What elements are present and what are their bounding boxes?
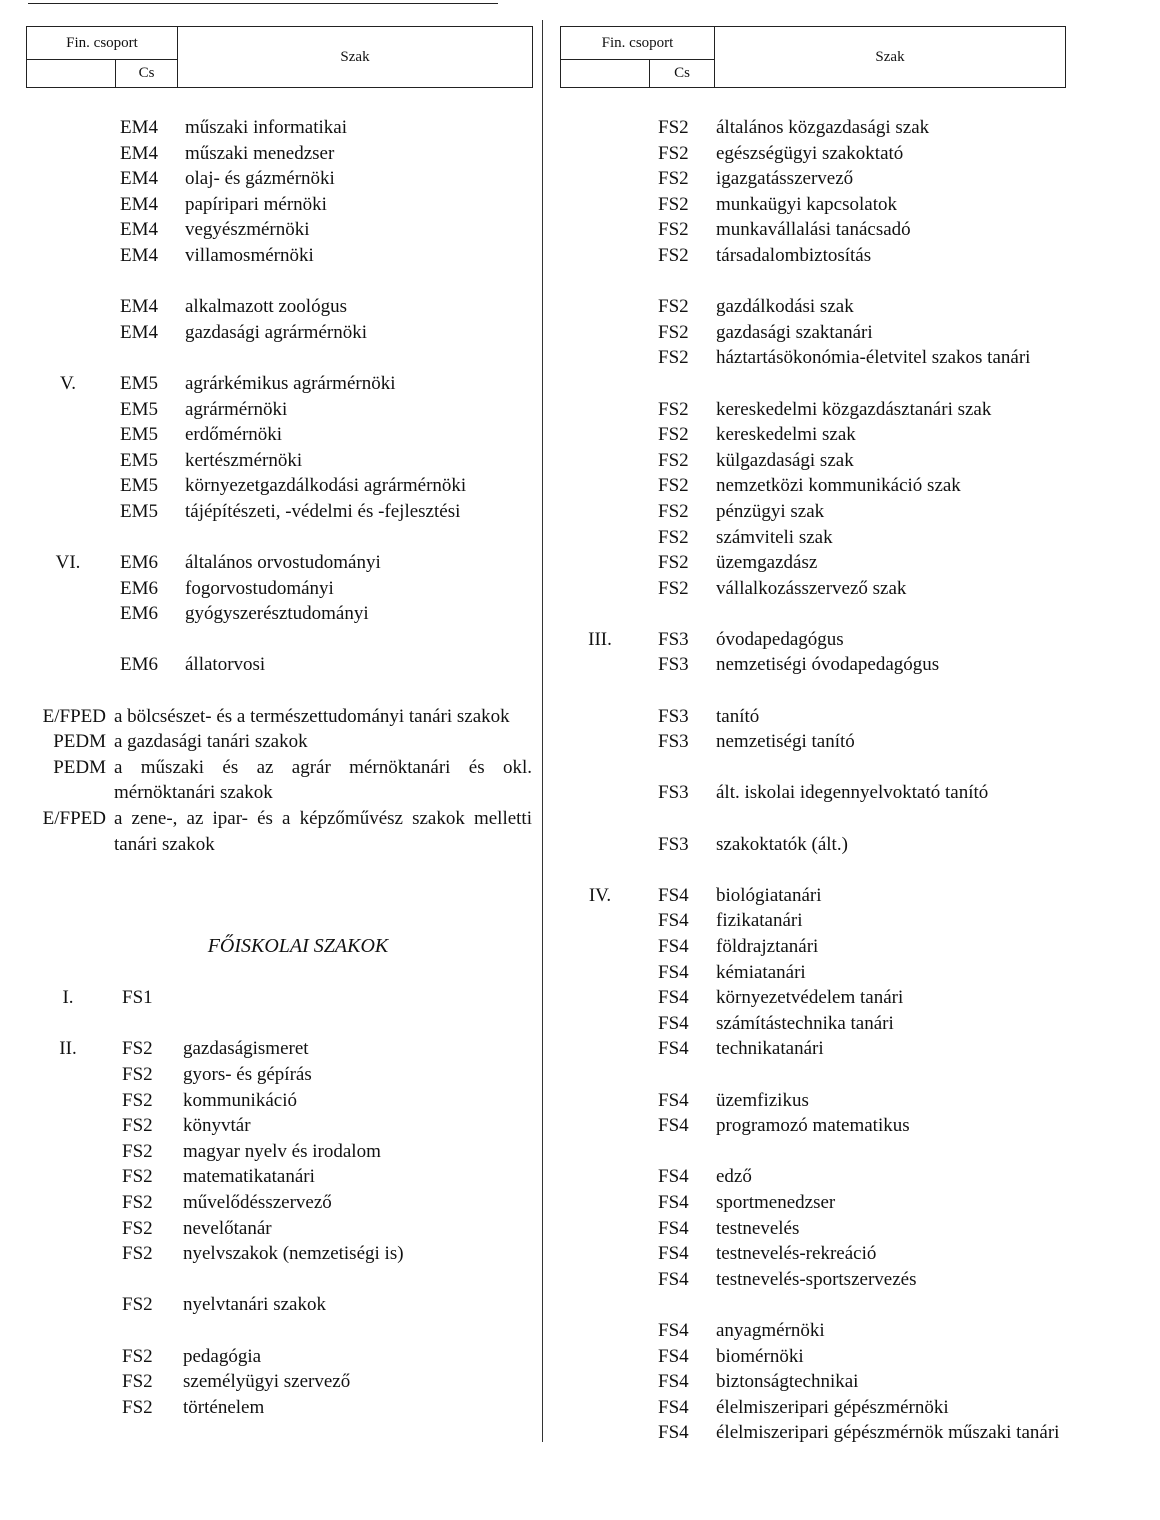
szak-row <box>562 345 1068 396</box>
szak-row <box>562 1036 1068 1062</box>
group-code: FS2 <box>658 117 689 138</box>
group-code: EM6 <box>120 577 158 599</box>
szak-name: sportmenedzser <box>716 1191 836 1213</box>
szak-row <box>28 1164 534 1190</box>
szak-name: fogorvostudományi <box>185 577 334 599</box>
szak-name: nevelőtanár <box>183 1217 272 1239</box>
group-code: EM5 <box>120 449 158 471</box>
szak-row <box>562 473 1068 499</box>
szak-group <box>562 1088 1068 1139</box>
right-column <box>562 115 1068 1471</box>
header-group-cell <box>561 27 715 87</box>
szak-row <box>562 1369 1068 1395</box>
szak-row <box>562 141 1068 167</box>
group-code: EM6 <box>120 603 158 625</box>
szak-group <box>28 294 534 345</box>
szak-row <box>562 217 1068 243</box>
header-group-cell <box>27 27 178 87</box>
szak-row <box>562 627 1068 653</box>
szak-name: tanító <box>716 705 760 727</box>
szak-row <box>28 1216 534 1242</box>
szak-name: gazdaságismeret <box>183 1038 309 1060</box>
szak-row <box>28 576 534 602</box>
szak-row <box>28 217 534 243</box>
roman-numeral: III. <box>588 628 612 650</box>
szak-name: állatorvosi <box>185 654 266 676</box>
szak-row <box>562 576 1068 602</box>
header-cs-label: Cs <box>649 59 714 87</box>
group-code: EM5 <box>120 500 158 522</box>
teacher-row <box>28 755 534 806</box>
szak-name: vegyészmérnöki <box>185 219 310 241</box>
szak-row <box>562 294 1068 320</box>
header-group-label: Fin. csoport <box>561 27 714 60</box>
szak-row <box>562 397 1068 423</box>
teacher-list <box>28 704 534 858</box>
szak-name: számviteli szak <box>716 526 833 548</box>
header-cs-label: Cs <box>115 59 177 87</box>
group-code: FS2 <box>658 500 689 522</box>
szak-name: munkavállalási tanácsadó <box>716 219 911 241</box>
szak-row <box>562 550 1068 576</box>
szak-name: erdőmérnöki <box>185 424 283 446</box>
szak-group <box>562 627 1068 678</box>
szak-row <box>562 832 1068 858</box>
group-code: FS2 <box>122 1140 153 1162</box>
szak-name: technikatanári <box>716 1038 824 1060</box>
szak-row <box>562 1216 1068 1242</box>
group-code: FS2 <box>122 1063 153 1085</box>
szak-name: szakoktatók (ált.) <box>716 833 848 855</box>
szak-name: műszaki menedzser <box>185 142 335 164</box>
szak-row <box>562 1344 1068 1370</box>
left-column <box>28 115 534 1420</box>
szak-name: kommunikáció <box>183 1089 297 1111</box>
szak-name: anyagmérnöki <box>716 1319 825 1341</box>
szak-row <box>28 166 534 192</box>
szak-row <box>562 883 1068 909</box>
teacher-code: PEDM <box>53 731 106 753</box>
szak-group <box>562 883 1068 1062</box>
szak-row <box>562 1113 1068 1139</box>
szak-name: számítástechnika tanári <box>716 1012 894 1034</box>
szak-name: agrármérnöki <box>185 398 288 420</box>
szak-row <box>28 320 534 346</box>
szak-name: nemzetiségi tanító <box>716 731 855 753</box>
szak-row <box>28 473 534 499</box>
group-code: FS2 <box>658 398 689 420</box>
szak-row <box>562 780 1068 806</box>
group-code: FS2 <box>658 526 689 548</box>
szak-name: villamosmérnöki <box>185 244 314 266</box>
group-code: EM4 <box>120 219 158 241</box>
group-code: EM5 <box>120 475 158 497</box>
szak-name: pénzügyi szak <box>716 500 825 522</box>
roman-numeral: I. <box>62 987 74 1009</box>
header-group-label: Fin. csoport <box>27 27 177 60</box>
group-code: FS4 <box>658 1243 689 1265</box>
szak-row <box>562 320 1068 346</box>
szak-row <box>28 448 534 474</box>
group-code: FS2 <box>122 1371 153 1393</box>
szak-name: műszaki informatikai <box>185 117 347 138</box>
szak-group <box>28 550 534 627</box>
szak-row <box>28 550 534 576</box>
group-code: FS2 <box>658 424 689 446</box>
group-code: FS1 <box>122 987 153 1009</box>
group-code: FS2 <box>658 219 689 241</box>
szak-row <box>562 1395 1068 1421</box>
group-code: FS2 <box>658 347 689 369</box>
teacher-text: a zene-, az ipar- és a képzőművész szakok melletti tanári szakok <box>114 808 532 855</box>
group-code: EM5 <box>120 398 158 420</box>
szak-name: olaj- és gázmérnöki <box>185 168 335 190</box>
roman-numeral: IV. <box>588 884 612 906</box>
szak-row <box>562 729 1068 755</box>
szak-row <box>28 294 534 320</box>
group-code: FS2 <box>658 296 689 318</box>
group-code: FS2 <box>122 1191 153 1213</box>
roman-numeral: VI. <box>55 552 81 574</box>
teacher-code: E/FPED <box>42 808 106 830</box>
szak-row <box>562 525 1068 551</box>
szak-group <box>562 1164 1068 1292</box>
szak-group <box>562 294 1068 601</box>
szak-row <box>562 1420 1068 1471</box>
szak-row <box>28 1395 534 1421</box>
szak-row <box>28 141 534 167</box>
group-code: FS3 <box>658 833 689 855</box>
teacher-code: E/FPED <box>42 705 106 727</box>
szak-row <box>28 1062 534 1088</box>
szak-name: kereskedelmi szak <box>716 424 856 446</box>
group-code: FS2 <box>658 449 689 471</box>
group-code: EM6 <box>120 552 158 574</box>
group-code: FS2 <box>122 1396 153 1418</box>
szak-row <box>28 601 534 627</box>
szak-name: történelem <box>183 1396 265 1418</box>
group-code: FS4 <box>658 1012 689 1034</box>
group-code: FS2 <box>122 1115 153 1137</box>
szak-row <box>562 192 1068 218</box>
group-code: EM4 <box>120 193 158 215</box>
szak-name: földrajztanári <box>716 936 819 957</box>
group-code: FS2 <box>122 1345 153 1367</box>
teacher-code: PEDM <box>53 756 106 778</box>
szak-name: egészségügyi szakoktató <box>716 142 904 164</box>
header-szak-label: Szak <box>340 49 370 65</box>
szak-group <box>28 1036 534 1266</box>
szak-name: tájépítészeti, -védelmi és -fejlesztési <box>185 500 461 522</box>
szak-name: testnevelés-rekreáció <box>716 1243 877 1265</box>
szak-name: igazgatásszervező <box>716 168 854 190</box>
szak-group <box>28 1344 534 1421</box>
szak-row <box>562 448 1068 474</box>
group-code: FS4 <box>658 1371 689 1393</box>
szak-row <box>28 1369 534 1395</box>
szak-name: testnevelés <box>716 1217 800 1239</box>
header-table-right <box>560 26 1066 88</box>
szak-group <box>28 115 534 269</box>
szak-name: kémiatanári <box>716 961 806 983</box>
group-code: FS2 <box>658 244 689 266</box>
szak-name: háztartásökonómia-életvitel szakos tanári <box>716 347 1031 369</box>
szak-row <box>28 243 534 269</box>
szak-row <box>28 1344 534 1370</box>
szak-row <box>28 1292 534 1318</box>
group-code: FS2 <box>658 552 689 574</box>
szak-row <box>28 1088 534 1114</box>
roman-numeral: II. <box>59 1038 77 1060</box>
szak-name: edző <box>716 1166 752 1188</box>
szak-row <box>562 1267 1068 1293</box>
header-szak-label: Szak <box>875 49 905 65</box>
szak-group <box>562 1318 1068 1472</box>
group-code: FS2 <box>658 168 689 190</box>
szak-name: alkalmazott zoológus <box>185 296 347 318</box>
szak-group <box>28 985 534 1011</box>
group-code: FS4 <box>658 1319 689 1341</box>
group-code: FS2 <box>122 1217 153 1239</box>
szak-name: élelmiszeripari gépészmérnök műszaki tanári <box>716 1422 1060 1444</box>
teacher-row <box>28 729 534 755</box>
szak-name: biomérnöki <box>716 1345 804 1367</box>
szak-name: biztonságtechnikai <box>716 1371 859 1393</box>
szak-row <box>28 1139 534 1165</box>
teacher-text: a műszaki és az agrár mérnöktanári és okl. mérnöktanári szakok <box>114 756 532 804</box>
group-code: FS4 <box>658 1115 689 1137</box>
szak-row <box>562 985 1068 1011</box>
szak-row <box>562 1190 1068 1216</box>
szak-name: nyelvtanári szakok <box>183 1294 326 1316</box>
group-code: EM4 <box>120 117 158 138</box>
szak-name: személyügyi szervező <box>183 1371 351 1393</box>
szak-name: óvodapedagógus <box>716 628 844 650</box>
section-title: FŐISKOLAI SZAKOK <box>207 935 389 957</box>
szak-name: vállalkozásszervező szak <box>716 577 907 599</box>
szak-name: fizikatanári <box>716 910 803 932</box>
group-code: FS2 <box>658 142 689 164</box>
szak-row <box>562 115 1068 141</box>
szak-name: gazdasági agrármérnöki <box>185 321 367 343</box>
group-code: FS3 <box>658 782 689 804</box>
szak-name: programozó matematikus <box>716 1115 910 1137</box>
szak-row <box>562 1011 1068 1037</box>
szak-name: magyar nyelv és irodalom <box>183 1140 381 1162</box>
group-code: FS2 <box>122 1243 153 1265</box>
szak-row <box>562 908 1068 934</box>
header-table-left <box>26 26 533 88</box>
szak-group <box>562 780 1068 806</box>
szak-name: agrárkémikus agrármérnöki <box>185 372 396 394</box>
group-code: FS4 <box>658 936 689 957</box>
group-code: EM4 <box>120 142 158 164</box>
group-code: FS4 <box>658 1345 689 1367</box>
group-code: FS3 <box>658 628 689 650</box>
group-code: FS4 <box>658 1038 689 1060</box>
szak-group <box>562 704 1068 755</box>
szak-group <box>562 832 1068 858</box>
group-code: FS4 <box>658 1191 689 1213</box>
szak-name: pedagógia <box>183 1345 262 1367</box>
szak-row <box>28 985 534 1011</box>
szak-group <box>28 371 534 525</box>
group-code: FS3 <box>658 731 689 753</box>
szak-name: matematikatanári <box>183 1166 315 1188</box>
teacher-row <box>28 806 534 857</box>
group-code: FS4 <box>658 1089 689 1111</box>
szak-row <box>28 422 534 448</box>
group-code: FS2 <box>658 475 689 497</box>
szak-row <box>28 652 534 678</box>
szak-name: nyelvszakok (nemzetiségi is) <box>183 1243 404 1265</box>
szak-row <box>28 1190 534 1216</box>
group-code: FS2 <box>122 1166 153 1188</box>
szak-row <box>28 499 534 525</box>
szak-name: környezetgazdálkodási agrármérnöki <box>185 475 467 497</box>
szak-group <box>562 115 1068 269</box>
group-code: FS4 <box>658 987 689 1009</box>
szak-row <box>28 1241 534 1267</box>
roman-numeral: V. <box>59 372 77 394</box>
group-code: FS4 <box>658 1217 689 1239</box>
szak-row <box>562 422 1068 448</box>
szak-name: könyvtár <box>183 1115 251 1137</box>
szak-name: munkaügyi kapcsolatok <box>716 193 897 215</box>
szak-row <box>562 934 1068 960</box>
szak-name: kereskedelmi közgazdásztanári szak <box>716 398 992 420</box>
group-code: FS2 <box>122 1294 153 1316</box>
group-code: FS2 <box>658 321 689 343</box>
szak-name: általános orvostudományi <box>185 552 381 574</box>
szak-row <box>562 1164 1068 1190</box>
szak-name: gyógyszerésztudományi <box>185 603 369 625</box>
teacher-row <box>28 704 534 730</box>
szak-name: élelmiszeripari gépészmérnöki <box>716 1396 949 1418</box>
group-code: EM5 <box>120 372 158 394</box>
szak-name: üzemfizikus <box>716 1089 809 1111</box>
szak-name: nemzetiségi óvodapedagógus <box>716 654 940 676</box>
szak-name: testnevelés-sportszervezés <box>716 1268 917 1290</box>
szak-row <box>28 397 534 423</box>
szak-row <box>28 192 534 218</box>
group-code: EM4 <box>120 244 158 266</box>
szak-row <box>562 499 1068 525</box>
group-code: EM4 <box>120 321 158 343</box>
group-code: FS3 <box>658 654 689 676</box>
group-code: FS2 <box>658 193 689 215</box>
group-code: EM4 <box>120 296 158 318</box>
szak-name: gazdasági szaktanári <box>716 321 873 343</box>
group-code: FS4 <box>658 961 689 983</box>
group-code: FS2 <box>122 1089 153 1111</box>
szak-name: művelődésszervező <box>183 1191 332 1213</box>
szak-row <box>562 1088 1068 1114</box>
szak-row <box>28 1036 534 1062</box>
group-code: EM6 <box>120 654 158 676</box>
szak-row <box>28 371 534 397</box>
group-code: FS4 <box>658 884 689 906</box>
szak-row <box>562 1241 1068 1267</box>
szak-group <box>28 652 534 678</box>
szak-name: biológiatanári <box>716 884 822 906</box>
teacher-text: a bölcsészet- és a természettudományi tanári szakok <box>114 705 510 727</box>
group-code: FS4 <box>658 910 689 932</box>
szak-name: üzemgazdász <box>716 552 818 574</box>
group-code: FS4 <box>658 1422 689 1444</box>
szak-row <box>562 166 1068 192</box>
group-code: FS4 <box>658 1166 689 1188</box>
szak-name: papíripari mérnöki <box>185 193 327 215</box>
top-rule <box>28 3 498 4</box>
szak-row <box>562 960 1068 986</box>
szak-row <box>562 1318 1068 1344</box>
group-code: FS4 <box>658 1268 689 1290</box>
column-divider <box>542 20 543 1442</box>
szak-name: gazdálkodási szak <box>716 296 854 318</box>
szak-row <box>562 243 1068 269</box>
szak-name: kertészmérnöki <box>185 449 303 471</box>
teacher-text: a gazdasági tanári szakok <box>114 731 308 753</box>
group-code: EM4 <box>120 168 158 190</box>
szak-name: társadalombiztosítás <box>716 244 872 266</box>
szak-row <box>28 1113 534 1139</box>
szak-row <box>28 115 534 141</box>
szak-name: gyors- és gépírás <box>183 1063 312 1085</box>
group-code: EM5 <box>120 424 158 446</box>
szak-name: környezetvédelem tanári <box>716 987 904 1009</box>
szak-name: általános közgazdasági szak <box>716 117 930 138</box>
group-code: FS2 <box>122 1038 153 1060</box>
szak-row <box>562 704 1068 730</box>
szak-row <box>562 652 1068 678</box>
group-code: FS3 <box>658 705 689 727</box>
group-code: FS4 <box>658 1396 689 1418</box>
szak-group <box>28 1292 534 1318</box>
szak-name: nemzetközi kommunikáció szak <box>716 475 961 497</box>
szak-name: ált. iskolai idegennyelvoktató tanító <box>716 782 989 804</box>
group-code: FS2 <box>658 577 689 599</box>
szak-name: külgazdasági szak <box>716 449 854 471</box>
